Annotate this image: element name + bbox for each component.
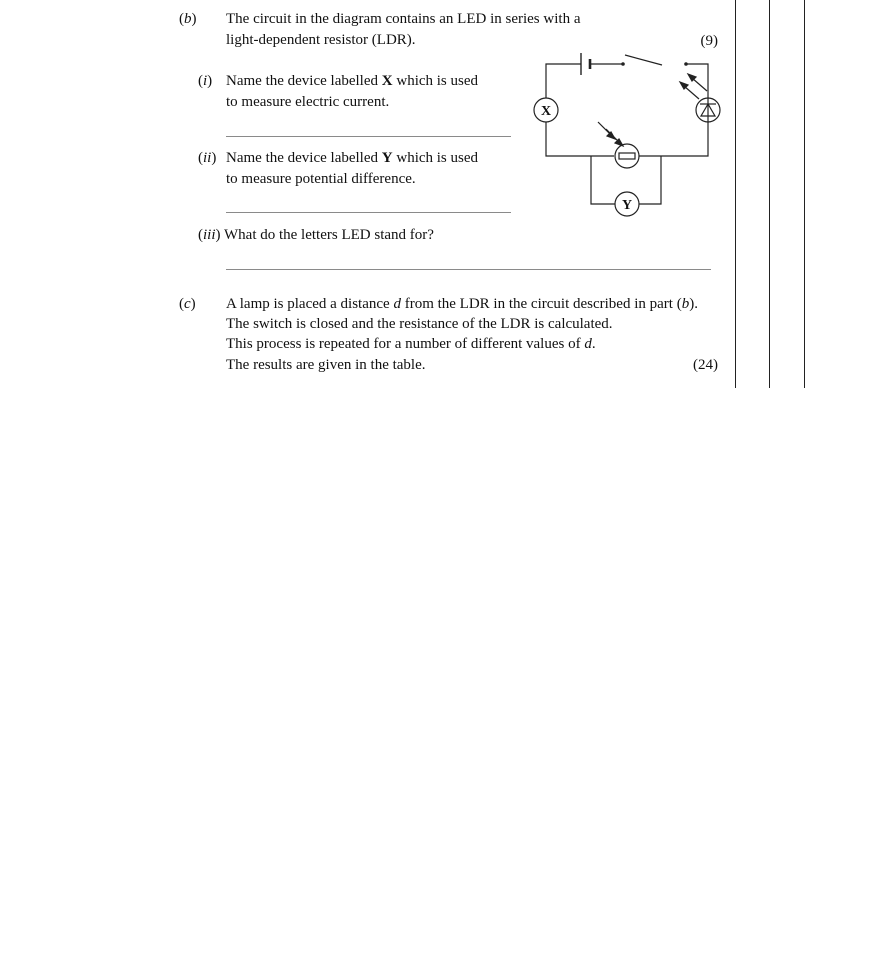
part-b-intro-line2: light-dependent resistor (LDR).: [226, 32, 416, 48]
wire-top-right: [686, 64, 708, 98]
wire-top-left: [546, 64, 581, 98]
question-ii-line1: Name the device labelled Y which is used: [226, 150, 479, 166]
part-c-label: (c): [179, 296, 196, 312]
part-c-line4: The results are given in the table.: [226, 357, 426, 373]
question-ii-line2: to measure potential difference.: [226, 171, 416, 187]
voltmeter-y-icon: [615, 192, 639, 216]
part-b-intro-line1: The circuit in the diagram contains an LED in series with a: [226, 11, 581, 27]
part-b-label: (b): [179, 11, 197, 27]
battery-icon: [581, 53, 590, 75]
question-iii: (iii) What do the letters LED stand for?: [198, 227, 434, 243]
meter-y-label: Y: [621, 198, 633, 213]
led-light-arrows-icon: [680, 74, 707, 99]
meter-x-label: X: [540, 104, 552, 119]
ldr-light-arrows-icon: [598, 122, 623, 146]
question-i-line2: to measure electric current.: [226, 94, 390, 110]
wire-right-lower: [639, 122, 708, 156]
part-c-line3: This process is repeated for a number of different values of d.: [226, 336, 596, 352]
part-c-line2: The switch is closed and the resistance of the LDR is calculated.: [226, 316, 613, 332]
part-c-line1: A lamp is placed a distance d from the LDR in the circuit described in part (b).: [226, 296, 698, 312]
ldr-icon: [615, 144, 639, 168]
switch-icon: [622, 55, 687, 65]
question-i-number: (i): [198, 73, 213, 89]
led-icon: [696, 98, 720, 122]
part-b-marks: (9): [700, 33, 718, 49]
ammeter-x-icon: [534, 98, 558, 122]
part-c-marks: (24): [693, 357, 718, 373]
question-i-line1: Name the device labelled X which is used: [226, 73, 479, 89]
question-ii-number: (ii): [198, 150, 217, 166]
circuit-diagram: [0, 0, 892, 400]
